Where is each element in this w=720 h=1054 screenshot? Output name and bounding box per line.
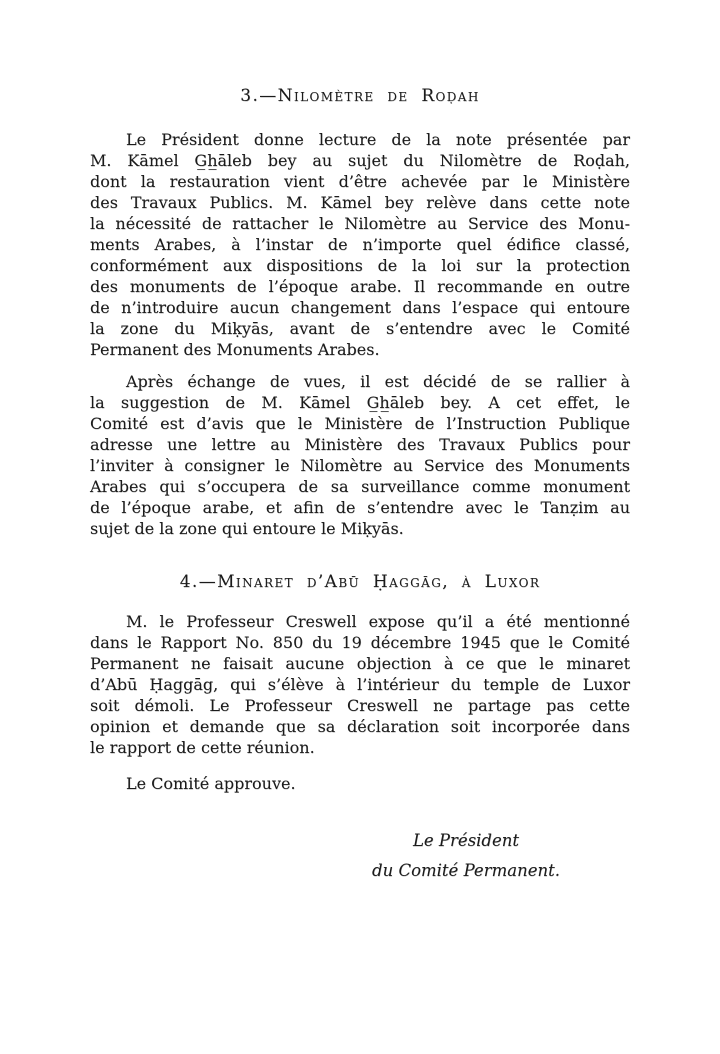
text-line: dont la restauration vient d’être achevée par le Ministère [90, 172, 630, 191]
text-line: Permanent des Monuments Arabes. [90, 340, 380, 359]
text-line: Le Comité approuve. [126, 774, 296, 793]
text-line: ments Arabes, à l’instar de n’importe quel édifice classé, [90, 235, 630, 254]
text-line: le rapport de cette réunion. [90, 738, 315, 757]
text-line: opinion et demande que sa déclaration soit incorporée dans [90, 717, 630, 736]
paragraph-minaret-1 [90, 611, 630, 758]
text-line: l’inviter à consigner le Nilomètre au Service des Monuments [90, 456, 630, 475]
text-line: Après échange de vues, il est décidé de se rallier à [126, 372, 630, 391]
text-line: des monuments de l’époque arabe. Il recommande en outre [90, 277, 630, 296]
text-line: M. Kāmel G̲h̲āleb bey au sujet du Nilomètre de Roḍah, [90, 151, 630, 170]
text-line: Comité est d’avis que le Ministère de l’Instruction Publique [90, 414, 630, 433]
section-heading-minaret: 4.—Minaret d’Abū Ḥaggāg, à Luxor [179, 572, 541, 592]
text-line: la zone du Miḳyās, avant de s’entendre avec le Comité [90, 319, 630, 338]
text-line: de n’introduire aucun changement dans l’espace qui entoure [90, 298, 630, 317]
section-heading-nilometre: 3.—Nilomètre de Roḍah [240, 86, 480, 106]
text-line: adresse une lettre au Ministère des Travaux Publics pour [90, 435, 630, 454]
text-line: dans le Rapport No. 850 du 19 décembre 1945 que le Comité [90, 633, 630, 652]
paragraph-committee-approval [90, 773, 630, 794]
text-line: soit démoli. Le Professeur Creswell ne partage pas cette [90, 696, 630, 715]
text-line: la nécessité de rattacher le Nilomètre au Service des Monu- [90, 214, 630, 233]
signature-block [320, 830, 612, 881]
text-line: Permanent ne faisait aucune objection à ce que le minaret [90, 654, 630, 673]
text-line: d’Abū Ḥaggāg, qui s’élève à l’intérieur du temple de Luxor [90, 675, 630, 694]
signature-line-committee: du Comité Permanent. [372, 861, 560, 880]
text-line: des Travaux Publics. M. Kāmel bey relève dans cette note [90, 193, 630, 212]
text-line: Le Président donne lecture de la note présentée par [126, 130, 630, 149]
text-line: conformément aux dispositions de la loi sur la protection [90, 256, 630, 275]
text-line: M. le Professeur Creswell expose qu’il a été mentionné [126, 612, 630, 631]
text-line: Arabes qui s’occupera de sa surveillance comme monument [90, 477, 630, 496]
signature-line-president: Le Président [412, 831, 520, 850]
text-line: de l’époque arabe, et afin de s’entendre avec le Tanẓim au [90, 498, 630, 517]
paragraph-nilometre-2 [90, 371, 630, 539]
text-line: la suggestion de M. Kāmel G̲h̲āleb bey. A cet effet, le [90, 393, 630, 412]
text-line: sujet de la zone qui entoure le Miḳyās. [90, 519, 404, 538]
paragraph-nilometre-1 [90, 129, 630, 360]
